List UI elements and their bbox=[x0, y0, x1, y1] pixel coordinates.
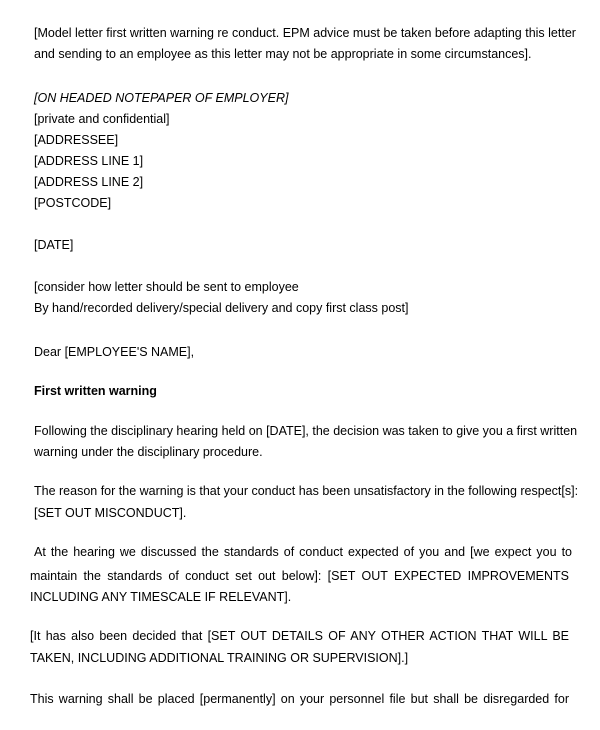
paragraph-4-line-1: [It has also been decided that [SET OUT DETAILS OF ANY OTHER ACTION THAT WILL BE bbox=[30, 629, 569, 643]
delivery-line-2: By hand/recorded delivery/special delivery and copy first class post] bbox=[34, 301, 409, 315]
delivery-line-1: [consider how letter should be sent to employee bbox=[34, 280, 299, 294]
paragraph-5-line-1: This warning shall be placed [permanently] on your personnel file but shall be disregarded for bbox=[30, 692, 569, 706]
headed-notepaper-note: [ON HEADED NOTEPAPER OF EMPLOYER] bbox=[34, 91, 289, 105]
date: [DATE] bbox=[34, 238, 74, 252]
subject-heading: First written warning bbox=[34, 384, 157, 398]
paragraph-4-line-2: TAKEN, INCLUDING ADDITIONAL TRAINING OR SUPERVISION].] bbox=[30, 651, 409, 665]
address-line-2: [ADDRESS LINE 2] bbox=[34, 175, 144, 189]
paragraph-1-line-1: Following the disciplinary hearing held on [DATE], the decision was taken to give you a first written bbox=[34, 424, 578, 438]
private-confidential: [private and confidential] bbox=[34, 112, 170, 126]
paragraph-1-line-2: warning under the disciplinary procedure. bbox=[34, 445, 263, 459]
addressee: [ADDRESSEE] bbox=[34, 133, 119, 147]
intro-line-1: [Model letter first written warning re conduct. EPM advice must be taken before adapting this letter bbox=[34, 26, 576, 40]
intro-line-2: and sending to an employee as this letter may not be appropriate in some circumstances]. bbox=[34, 47, 532, 61]
salutation: Dear [EMPLOYEE'S NAME], bbox=[34, 345, 195, 359]
paragraph-2-line-2: [SET OUT MISCONDUCT]. bbox=[34, 506, 187, 520]
postcode: [POSTCODE] bbox=[34, 196, 112, 210]
paragraph-3-line-1: At the hearing we discussed the standards of conduct expected of you and [we expect you to bbox=[34, 545, 572, 559]
address-line-1: [ADDRESS LINE 1] bbox=[34, 154, 144, 168]
paragraph-3-line-3: INCLUDING ANY TIMESCALE IF RELEVANT]. bbox=[30, 590, 292, 604]
paragraph-2-line-1: The reason for the warning is that your conduct has been unsatisfactory in the following respect[s]: bbox=[34, 484, 579, 498]
paragraph-3-line-2: maintain the standards of conduct set out below]: [SET OUT EXPECTED IMPROVEMENTS bbox=[30, 569, 569, 583]
